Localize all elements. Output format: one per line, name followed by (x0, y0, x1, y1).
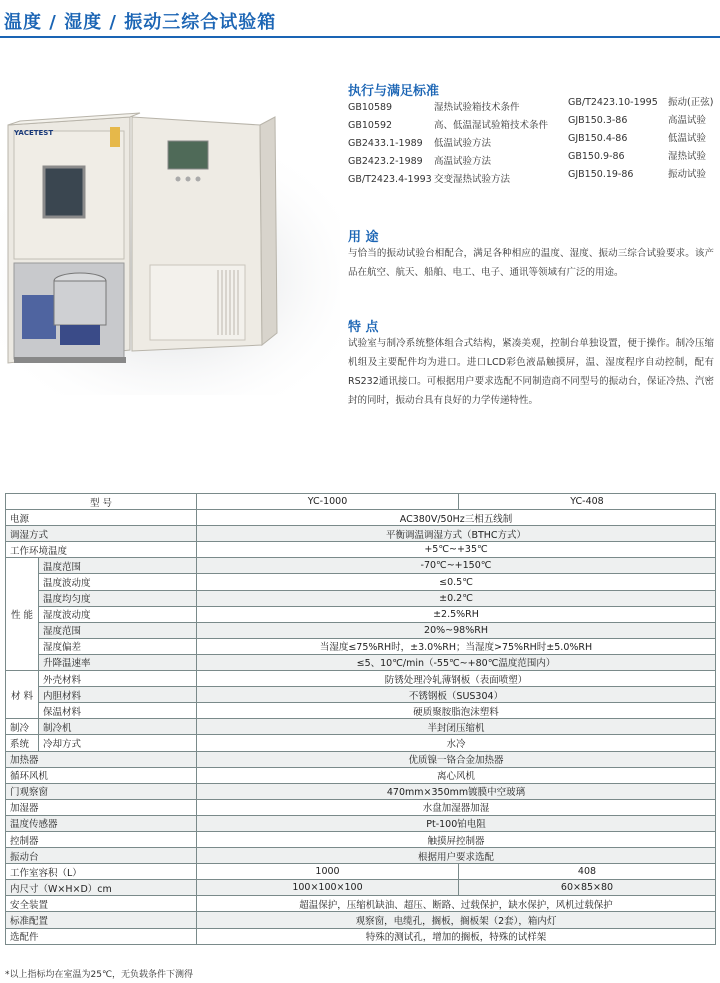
row-value: 防锈处理冷轧薄钢板（表面喷塑） (197, 671, 716, 687)
row-label: 工作室容积（L） (6, 864, 197, 880)
standards-right-list (568, 94, 713, 184)
row-label: 温度传感器 (6, 815, 197, 831)
standard-item: GJB150.19-86 振动试验 (568, 169, 707, 180)
row-label: 制冷机 (39, 719, 197, 735)
page-title: 温度 / 湿度 / 振动三综合试验箱 (4, 12, 277, 33)
table-row (6, 590, 716, 606)
group-label-performance: 性 能 (6, 558, 39, 671)
row-value: 不锈钢板（SUS304） (197, 687, 716, 703)
usage-text: 与恰当的振动试验台相配合，满足各种相应的温度、湿度、振动三综合试验要求。该产品在航空、航天、船舶、电工、电子、通讯等领域有广泛的用途。 (348, 248, 714, 278)
header-model-b: YC-408 (459, 494, 716, 510)
row-value: 优质镍一铬合金加热器 (197, 751, 716, 767)
table-row (6, 574, 716, 590)
table-row (6, 880, 716, 896)
row-value: 根据用户要求选配 (197, 848, 716, 864)
standard-item: GB10589 湿热试验箱技术条件 (348, 102, 520, 113)
row-value: 观察窗，电缆孔，搁板，搁板架（2套），箱内灯 (197, 912, 716, 928)
row-value: 当湿度≤75%RH时，±3.0%RH；当湿度>75%RH时±5.0%RH (197, 638, 716, 654)
row-label: 安全装置 (6, 896, 197, 912)
standard-item: GB2433.1-1989 低温试验方法 (348, 138, 492, 149)
table-row (6, 767, 716, 783)
standard-item: GJB150.4-86 低温试验 (568, 133, 707, 144)
row-label: 调湿方式 (6, 526, 197, 542)
row-value-model-b: 408 (459, 864, 716, 880)
row-value-model-a: 1000 (197, 864, 459, 880)
header-model-label: 型 号 (6, 494, 197, 510)
row-value: 水盘加湿器加湿 (197, 799, 716, 815)
standard-item: GB/T2423.4-1993 交变湿热试验方法 (348, 174, 511, 185)
row-value: -70℃~+150℃ (197, 558, 716, 574)
spec-table (5, 493, 716, 945)
table-row (6, 928, 716, 944)
row-value-model-b: 60×85×80 (459, 880, 716, 896)
group-label-cooling-2: 系统 (6, 735, 39, 751)
row-label: 湿度波动度 (39, 606, 197, 622)
table-row (6, 831, 716, 847)
table-row (6, 864, 716, 880)
table-row (6, 848, 716, 864)
row-label: 外壳材料 (39, 671, 197, 687)
row-label: 保温材料 (39, 703, 197, 719)
table-row (6, 912, 716, 928)
row-label: 温度范围 (39, 558, 197, 574)
row-label: 循环风机 (6, 767, 197, 783)
row-value: ±2.5%RH (197, 606, 716, 622)
usage-heading: 用 途 (348, 230, 379, 245)
row-value: 超温保护，压缩机缺油、超压、断路、过载保护，缺水保护，风机过载保护 (197, 896, 716, 912)
row-label: 振动台 (6, 848, 197, 864)
product-photo (0, 95, 340, 395)
table-row (6, 654, 716, 670)
table-row (6, 735, 716, 751)
row-label: 温度均匀度 (39, 590, 197, 606)
row-value: 平衡调温调湿方式（BTHC方式） (197, 526, 716, 542)
row-value: 470mm×350mm镀膜中空玻璃 (197, 783, 716, 799)
table-row (6, 671, 716, 687)
features-text: 试验室与制冷系统整体组合式结构，紧凑美观，控制台单独设置，便于操作。制冷压缩机组及主要配件均为进口。进口LCD彩色液晶触摸屏，温、湿度程序自动控制，配有RS232通讯接口。可根据用户要求选配不同制造商不同型号的振动台，保证冷热、汽密封的同时，振动台具有良好的力学传递特性。 (348, 338, 714, 406)
row-value: +5℃~+35℃ (197, 542, 716, 558)
row-label: 湿度偏差 (39, 638, 197, 654)
row-label: 工作环境温度 (6, 542, 197, 558)
features-heading: 特 点 (348, 320, 379, 335)
row-value: 触摸屏控制器 (197, 831, 716, 847)
row-label: 加湿器 (6, 799, 197, 815)
row-value: 特殊的测试孔，增加的搁板，特殊的试样架 (197, 928, 716, 944)
group-label-cooling-1: 制冷 (6, 719, 39, 735)
row-value: 硬质聚胺脂泡沫塑料 (197, 703, 716, 719)
table-row (6, 510, 716, 526)
row-label: 标准配置 (6, 912, 197, 928)
table-row (6, 719, 716, 735)
row-value: ≤5、10℃/min（-55℃~+80℃温度范围内） (197, 654, 716, 670)
row-label: 湿度范围 (39, 622, 197, 638)
row-label: 控制器 (6, 831, 197, 847)
row-label: 内胆材料 (39, 687, 197, 703)
table-row (6, 703, 716, 719)
brand-logo: YACETEST (14, 129, 54, 137)
row-value-model-a: 100×100×100 (197, 880, 459, 896)
row-label: 冷却方式 (39, 735, 197, 751)
row-label: 加热器 (6, 751, 197, 767)
row-value: 水冷 (197, 735, 716, 751)
group-label-material: 材 料 (6, 671, 39, 719)
standard-item: GB2423.2-1989 高温试验方法 (348, 156, 492, 167)
standards-left-list (348, 99, 548, 189)
header-model-a: YC-1000 (197, 494, 459, 510)
standard-item: GJB150.3-86 高温试验 (568, 115, 707, 126)
row-label: 门观察窗 (6, 783, 197, 799)
standard-item: GB/T2423.10-1995 振动(正弦) (568, 97, 714, 108)
title-divider (0, 36, 720, 38)
row-value: Pt-100铂电阻 (197, 815, 716, 831)
row-value: ±0.2℃ (197, 590, 716, 606)
table-row (6, 622, 716, 638)
row-value: 半封闭压缩机 (197, 719, 716, 735)
table-row (6, 542, 716, 558)
table-row (6, 606, 716, 622)
row-value: AC380V/50Hz三相五线制 (197, 510, 716, 526)
footnote: *以上指标均在室温为25℃，无负载条件下测得 (5, 970, 194, 980)
row-label: 升降温速率 (39, 654, 197, 670)
row-label: 内尺寸（W×H×D）cm (6, 880, 197, 896)
row-label: 电源 (6, 510, 197, 526)
table-row (6, 526, 716, 542)
table-row (6, 815, 716, 831)
table-row (6, 896, 716, 912)
table-row (6, 799, 716, 815)
table-row (6, 558, 716, 574)
table-row (6, 638, 716, 654)
standard-item: GB150.9-86 湿热试验 (568, 151, 707, 162)
row-value: 离心风机 (197, 767, 716, 783)
row-label: 选配件 (6, 928, 197, 944)
standard-item: GB10592 高、低温湿试验箱技术条件 (348, 120, 549, 131)
standards-heading: 执行与满足标准 (348, 84, 440, 99)
row-value: 20%~98%RH (197, 622, 716, 638)
table-row (6, 751, 716, 767)
row-value: ≤0.5℃ (197, 574, 716, 590)
table-row (6, 687, 716, 703)
row-label: 温度波动度 (39, 574, 197, 590)
table-row (6, 783, 716, 799)
table-header-row (6, 494, 716, 510)
